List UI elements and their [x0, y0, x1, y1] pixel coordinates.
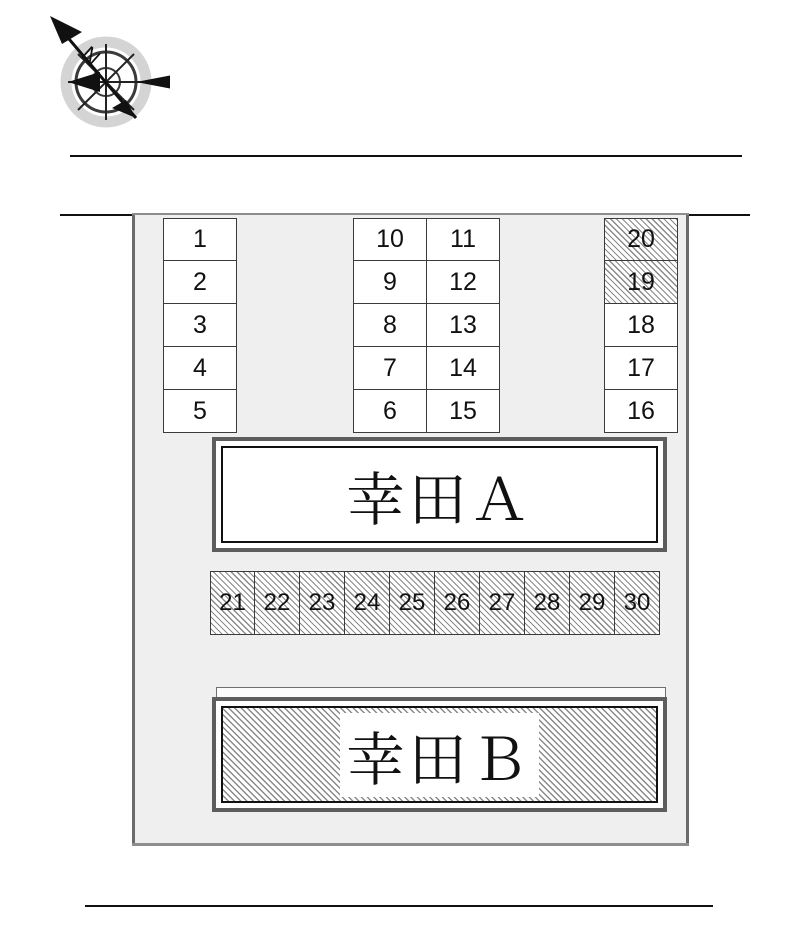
- parking-stall[interactable]: 20: [604, 218, 678, 261]
- parking-stall[interactable]: 7: [353, 347, 427, 390]
- parking-stall[interactable]: 4: [163, 347, 237, 390]
- parking-group-strip: [210, 571, 660, 635]
- parking-stall[interactable]: 29: [570, 571, 615, 635]
- parking-stall[interactable]: 23: [300, 571, 345, 635]
- building-a-label: 幸田Ａ: [346, 467, 533, 533]
- parking-stall[interactable]: 18: [604, 304, 678, 347]
- parking-stall[interactable]: 16: [604, 390, 678, 433]
- parking-stall[interactable]: 22: [255, 571, 300, 635]
- parking-stall[interactable]: 3: [163, 304, 237, 347]
- parking-stall[interactable]: 8: [353, 304, 427, 347]
- parking-stall[interactable]: 10: [353, 218, 427, 261]
- building-block-b[interactable]: [212, 697, 667, 812]
- building-b-label: 幸田Ｂ: [340, 713, 538, 797]
- parking-stall[interactable]: 9: [353, 261, 427, 304]
- parking-stall[interactable]: 13: [426, 304, 500, 347]
- parking-stall[interactable]: 19: [604, 261, 678, 304]
- parking-stall[interactable]: 26: [435, 571, 480, 635]
- boundary-rule-bottom: [85, 905, 713, 907]
- parking-group-middle-left: [353, 218, 427, 433]
- boundary-rule-top: [70, 155, 742, 157]
- parking-stall[interactable]: 28: [525, 571, 570, 635]
- parking-stall[interactable]: 17: [604, 347, 678, 390]
- parking-stall[interactable]: 25: [390, 571, 435, 635]
- parking-group-left: [163, 218, 237, 433]
- parking-stall[interactable]: 12: [426, 261, 500, 304]
- parking-stall[interactable]: 2: [163, 261, 237, 304]
- site-boundary-bottom: [132, 843, 689, 846]
- parking-stall[interactable]: 27: [480, 571, 525, 635]
- parking-stall[interactable]: 6: [353, 390, 427, 433]
- building-block-a[interactable]: [212, 437, 667, 552]
- compass-rose-icon: [40, 10, 170, 145]
- compass-north-label: N: [76, 41, 106, 71]
- parking-stall[interactable]: 5: [163, 390, 237, 433]
- parking-stall[interactable]: 21: [210, 571, 255, 635]
- parking-stall[interactable]: 11: [426, 218, 500, 261]
- parking-group-middle-right: [426, 218, 500, 433]
- parking-stall[interactable]: 30: [615, 571, 660, 635]
- parking-stall[interactable]: 15: [426, 390, 500, 433]
- parking-stall[interactable]: 14: [426, 347, 500, 390]
- parking-stall[interactable]: 1: [163, 218, 237, 261]
- parking-group-right: [604, 218, 678, 433]
- parking-stall[interactable]: 24: [345, 571, 390, 635]
